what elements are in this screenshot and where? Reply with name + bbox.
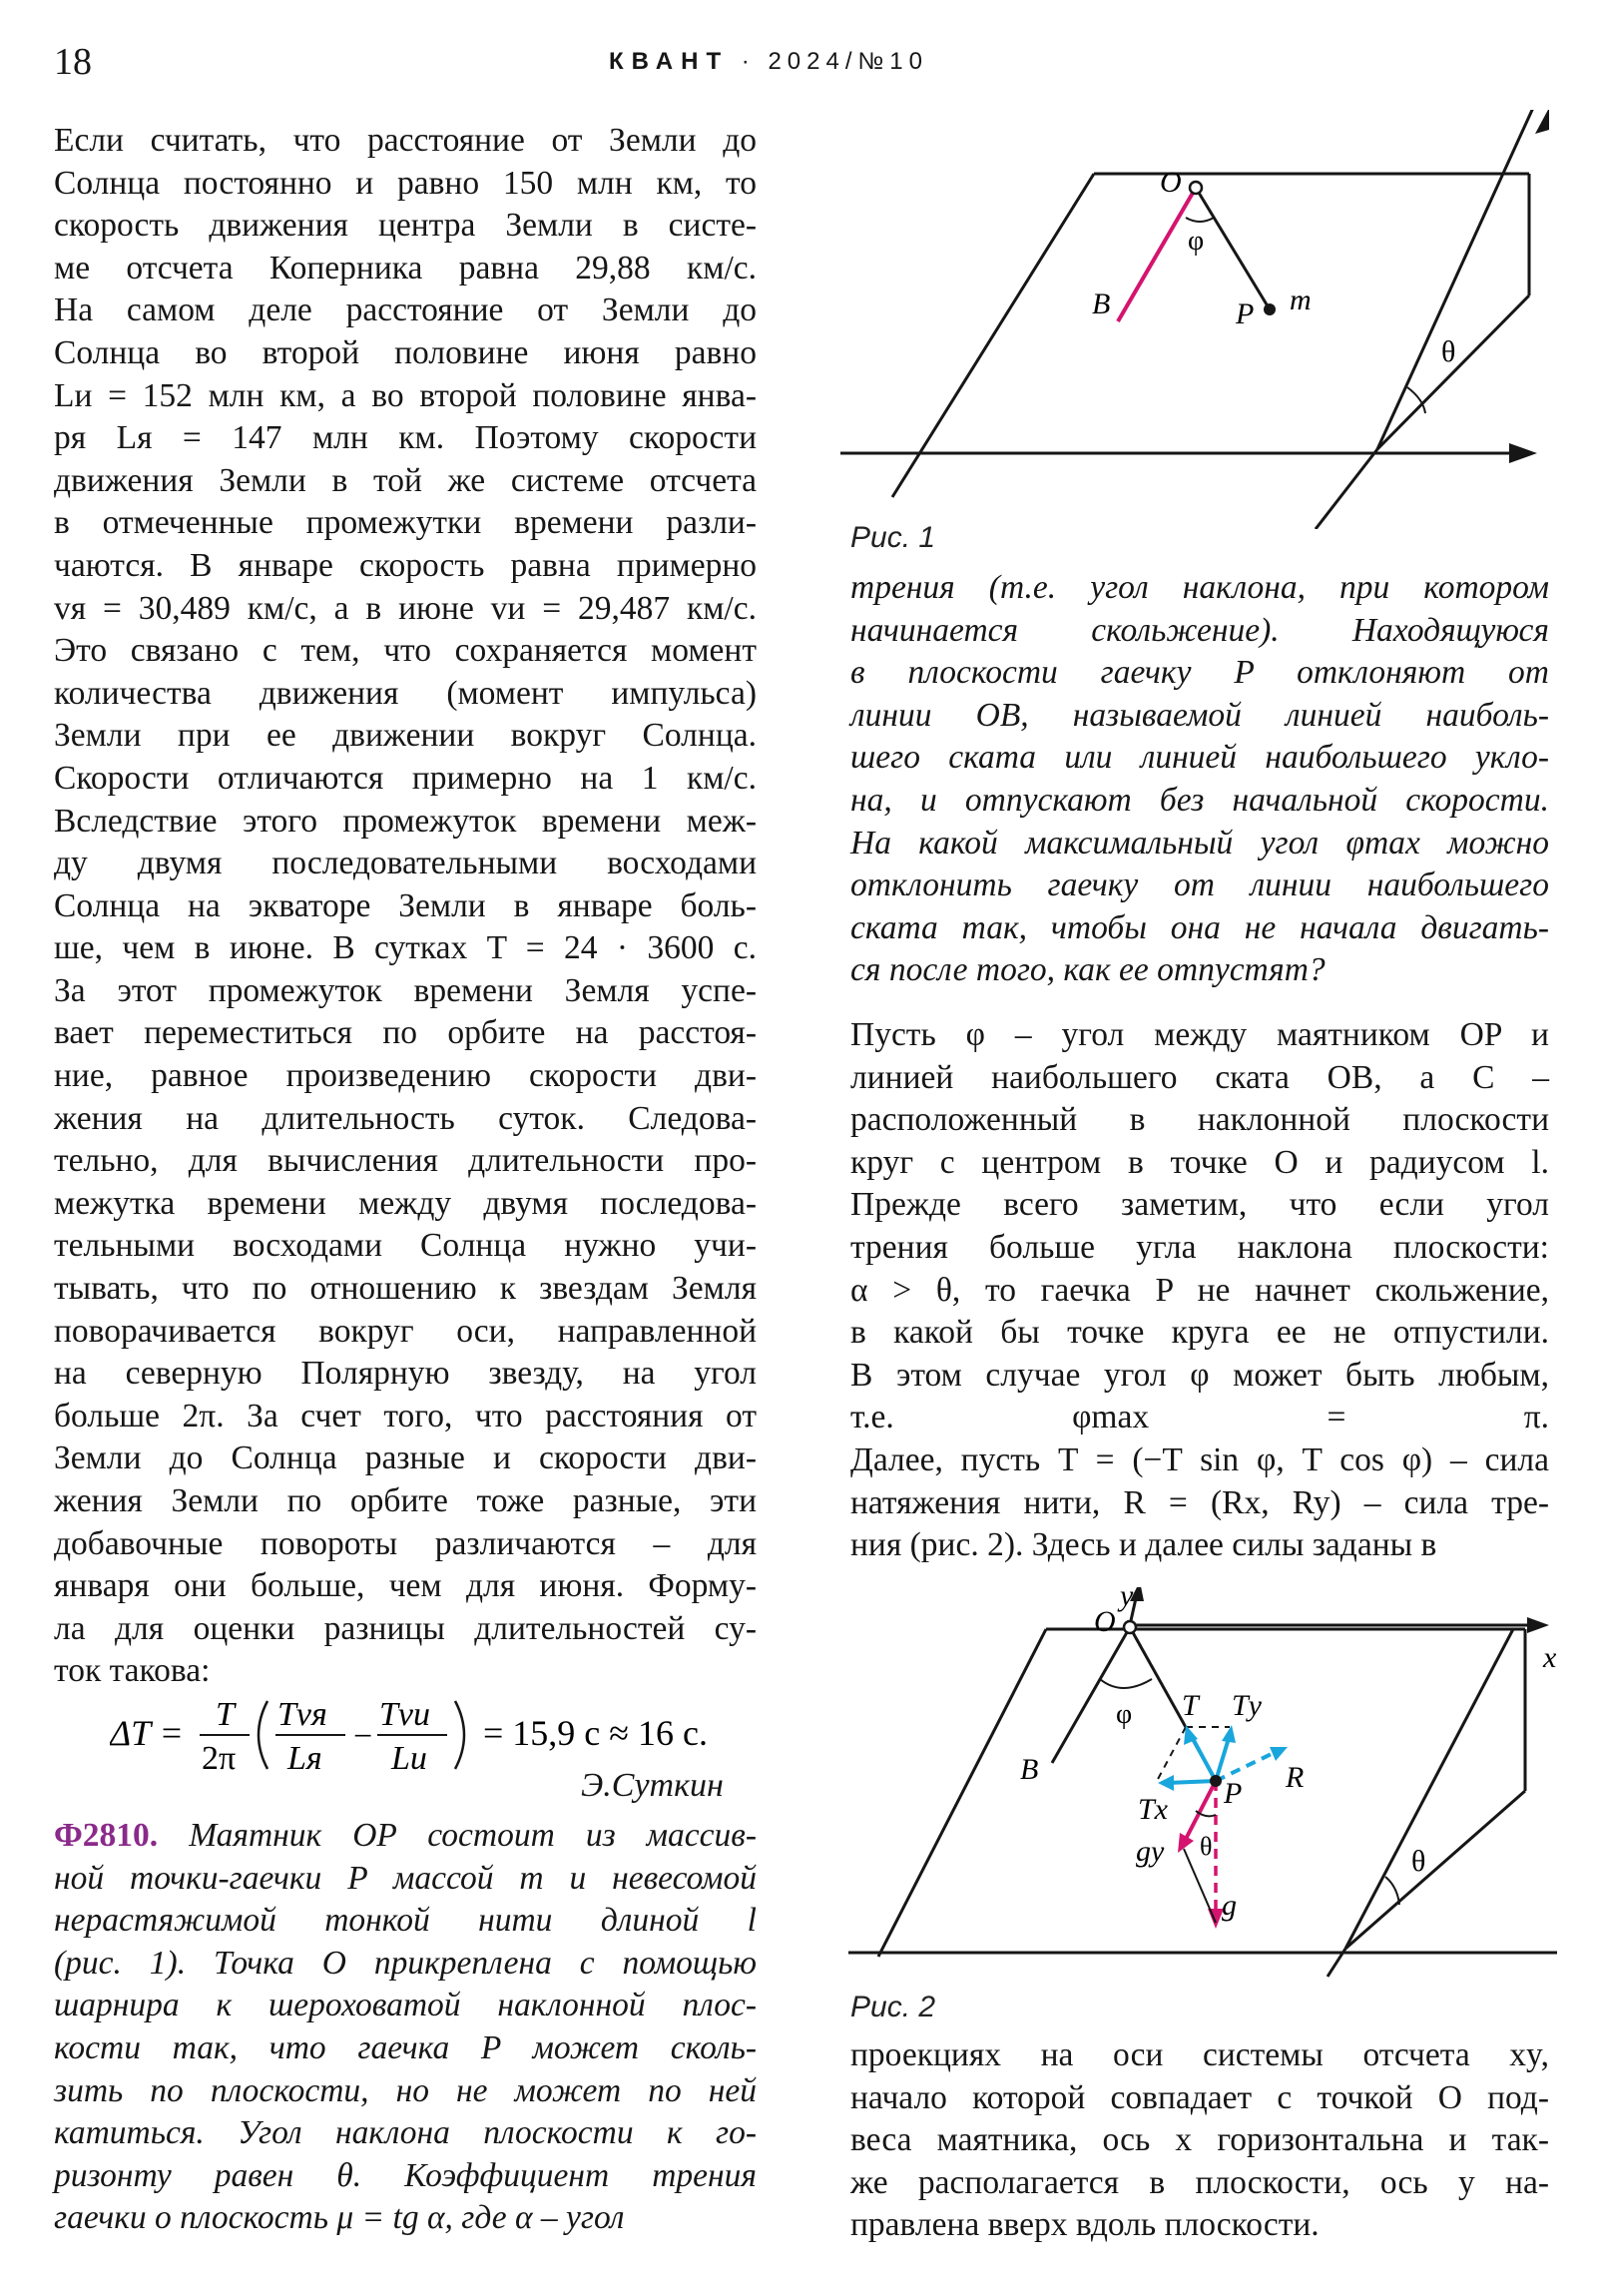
fig1-plane-slope-line (1377, 110, 1543, 449)
text-line: ние, равное произведению скорости дви- (54, 1057, 757, 1095)
fig1-label-p: P (1236, 297, 1255, 330)
solution-text (850, 1014, 1549, 1567)
text-line: круг с центром в точке O и радиусом l. (850, 1143, 1549, 1181)
text-line: Земли при ее движении вокруг Солнца. (54, 717, 757, 755)
text-line: в отмеченные промежутки времени разли- (54, 504, 757, 542)
text-line: ной точки-гаечки P массой m и невесомой (54, 1859, 757, 1897)
fig2-plane-left-edge (878, 1629, 1046, 1957)
formula-frac-den: 2π (202, 1740, 237, 1777)
fig2-label-tx: Tx (1138, 1793, 1168, 1826)
fig2-label-o: O (1094, 1605, 1116, 1638)
text-line: катиться. Угол наклона плоскости к го- (54, 2114, 757, 2152)
figure-1 (838, 110, 1577, 529)
fig1-phi-arc (1186, 218, 1214, 222)
text-line: нерастяжимой тонкой нити длиной l (54, 1902, 757, 1940)
fig2-label-p: P (1224, 1777, 1243, 1810)
fig2-plane-slope-line (1345, 1629, 1513, 1949)
text-line: начинается скольжение). Находящуюся (850, 611, 1549, 649)
fig1-plane-left-edge (892, 174, 1094, 497)
figure-2-caption: Рис. 2 (850, 1991, 936, 2023)
fig1-hinge-o (1190, 182, 1202, 194)
text-line: жения на длительность суток. Следова- (54, 1099, 757, 1137)
text-line: ла для оценки разницы длительностей су- (54, 1609, 757, 1647)
text-line: движения Земли в той же системе отсчета (54, 461, 757, 499)
text-line: тельными восходами Солнца нужно учи- (54, 1227, 757, 1265)
text-line: гаечки о плоскость μ = tg α, где α – угол (54, 2199, 625, 2237)
fig2-label-t: T (1182, 1689, 1199, 1722)
fig2-hinge-o (1124, 1621, 1136, 1633)
problem-continuation (850, 567, 1549, 992)
text-line: начало которой совпадает с точкой O под- (850, 2078, 1549, 2116)
text-line: α > θ, то гаечка P не начнет скольжение, (850, 1271, 1549, 1309)
fig2-phi-arc (1100, 1679, 1152, 1688)
text-line: ся после того, как ее отпустят? (850, 951, 1326, 989)
text-line: тывать, что по отношению к звездам Земля (54, 1270, 757, 1308)
problem-f2810 (54, 1815, 757, 2240)
formula-t2-num: Tvи (379, 1696, 430, 1733)
text-line: трения (т.е. угол наклона, при котором (850, 569, 1549, 606)
text-line: веса маятника, ось x горизонтальна и так- (850, 2121, 1549, 2159)
formula-t1-num: Tvя (277, 1696, 327, 1733)
journal-header (609, 48, 928, 76)
fig2-label-theta-plane: θ (1411, 1845, 1426, 1878)
text-line: чаются. В январе скорость равна примерно (54, 546, 757, 584)
text-line: На самом деле расстояние от Земли до (54, 291, 757, 329)
text-line: Пусть φ – угол между маятником OP и (850, 1016, 1549, 1053)
fig2-point-p (1210, 1775, 1222, 1787)
text-line: января они больше, чем для июня. Форму- (54, 1567, 757, 1605)
text-line: ток такова: (54, 1652, 211, 1690)
formula-frac-num: T (216, 1696, 235, 1733)
fig2-label-r: R (1286, 1761, 1305, 1794)
text-line: ше, чем в июне. В сутках T = 24 · 3600 с. (54, 929, 757, 967)
text-line: Далее, пусть T = (−T sin φ, T cos φ) – сила (850, 1440, 1549, 1478)
text-line: Солнца на экваторе Земли в январе боль- (54, 886, 757, 924)
formula-t1-den: Lя (287, 1740, 322, 1777)
fig2-dash-tx (1156, 1727, 1186, 1783)
text-line: Прежде всего заметим, что если угол (850, 1186, 1549, 1224)
fig2-plane-right-diag (1345, 1791, 1525, 1949)
text-line: ря Lя = 147 млн км. Поэтому скорости (54, 419, 757, 457)
fig1-plane-bottom-right (1316, 449, 1377, 529)
formula-rhs: = 15,9 с ≈ 16 с. (483, 1713, 709, 1753)
fig2-vector-ty (1216, 1735, 1230, 1781)
fig1-point-p (1264, 303, 1276, 315)
text-line: линии OB, называемой линией наиболь- (850, 696, 1549, 734)
figure-2 (838, 1587, 1577, 1987)
fig2-label-theta-vec: θ (1200, 1832, 1213, 1861)
fig2-x-axis-arrow (1527, 1617, 1549, 1633)
fig1-label-phi: φ (1188, 226, 1205, 257)
text-line: Солнца во второй половине июня равно (54, 333, 757, 371)
text-line: натяжения нити, R = (Rx, Ry) – сила тре- (850, 1483, 1549, 1521)
text-line: Это связано с тем, что сохраняется момент (54, 632, 757, 670)
fig1-label-m: m (1290, 284, 1312, 316)
text-line: Если считать, что расстояние от Земли до (54, 122, 757, 159)
text-line: в плоскости гаечку P отклоняют от (850, 654, 1549, 692)
text-line: ската так, чтобы она не начала двигать- (850, 908, 1549, 946)
fig2-label-y: y (1120, 1587, 1134, 1612)
text-line: трения больше угла наклона плоскости: (850, 1228, 1549, 1266)
left-column (54, 120, 757, 1693)
text-line: межутка времени между двумя последова- (54, 1184, 757, 1222)
text-line: За этот промежуток времени Земля успе- (54, 971, 757, 1009)
fig1-plane-right-diag (1377, 295, 1529, 449)
text-line: Вследствие этого промежуток времени меж- (54, 802, 757, 840)
text-line: Земли до Солнца разные и скорости дви- (54, 1439, 757, 1477)
text-line: ду двумя последовательными восходами (54, 845, 757, 882)
text-line: отклонить гаечку от линии наибольшего (850, 866, 1549, 904)
formula-minus: − (353, 1718, 373, 1755)
fig2-line-ob (1052, 1627, 1133, 1763)
text-line: тельно, для вычисления длительности про- (54, 1142, 757, 1180)
fig1-arrow-top (1535, 110, 1549, 134)
text-line: же располагается в плоскости, ось y на- (850, 2163, 1549, 2201)
journal-issue: · 2024/№10 (741, 48, 928, 75)
figure-1-caption: Рис. 1 (850, 521, 936, 554)
text-line: В этом случае угол φ может быть любым, (850, 1356, 1549, 1394)
text-line: количества движения (момент импульса) (54, 674, 757, 712)
page-number: 18 (54, 41, 92, 83)
text-line: на, и отпускают без начальной скорости. (850, 781, 1549, 819)
fig1-line-ob (1118, 188, 1196, 321)
fig1-label-o: O (1160, 166, 1182, 199)
text-line: добавочные повороты различаются – для (54, 1524, 757, 1562)
text-line: жения Земли по орбите тоже разные, эти (54, 1482, 757, 1519)
solution-continuation (850, 2034, 1549, 2247)
text-line: линией наибольшего ската OB, а C – (850, 1058, 1549, 1096)
journal-title: КВАНТ (609, 48, 730, 75)
text-line: вает переместиться по орбите на расстоя- (54, 1014, 757, 1052)
problem-number: Ф2810. (54, 1817, 159, 1854)
fig2-vector-tx (1168, 1781, 1216, 1783)
fig2-label-gy: gу (1136, 1835, 1165, 1868)
text-line: на северную Полярную звезду, на угол (54, 1355, 757, 1393)
text-line: Солнца постоянно и равно 150 млн км, то (54, 164, 757, 202)
formula-lhs: ΔT = (110, 1713, 184, 1753)
text-line: в какой бы точке круга ее не отпустили. (850, 1314, 1549, 1352)
fig2-label-x: x (1543, 1641, 1557, 1674)
fig2-vector-tx-head (1158, 1775, 1174, 1791)
text-line: зить по плоскости, но не может по ней (54, 2071, 757, 2109)
text-line: vя = 30,489 км/с, а в июне vи = 29,487 км/с. (54, 589, 757, 627)
text-line: больше 2π. За счет того, что расстояния от (54, 1397, 757, 1435)
text-line: скорость движения центра Земли в систе- (54, 207, 757, 245)
fig2-label-g: g (1222, 1889, 1237, 1922)
text-line: т.е. φmax = π. (850, 1399, 1549, 1436)
text-line: шего ската или линией наибольшего укло- (850, 739, 1549, 777)
text-line: шарнира к шероховатой наклонной плос- (54, 1987, 757, 2024)
fig2-label-phi: φ (1116, 1699, 1133, 1730)
text-line: Скорости отличаются примерно на 1 км/с. (54, 759, 757, 797)
fig2-theta-arc-plane (1385, 1877, 1399, 1905)
text-line: проекциях на оси системы отсчета xy, (850, 2036, 1549, 2073)
signature: Э.Суткин (581, 1767, 724, 1804)
formula-t2-den: Lи (391, 1740, 427, 1777)
fig1-pendulum-op (1196, 188, 1270, 309)
fig1-label-b: B (1092, 287, 1111, 320)
text-line: (рис. 1). Точка O прикреплена с помощью (54, 1944, 757, 1982)
text-line: На какой максимальный угол φmax можно (850, 824, 1549, 861)
text-line (54, 1815, 757, 1858)
text-line: ния (рис. 2). Здесь и далее силы заданы в (850, 1526, 1437, 1564)
fig1-axis-arrow (1509, 443, 1537, 463)
fig2-vector-r-head (1270, 1747, 1288, 1761)
text-line: расположенный в наклонной плоскости (850, 1101, 1549, 1139)
text-line: поворачивается вокруг оси, направленной (54, 1312, 757, 1350)
text-line: Lи = 152 млн км, а во второй половине янва- (54, 376, 757, 414)
text-line: ме отсчета Коперника равна 29,88 км/с. (54, 249, 757, 287)
fig1-label-theta: θ (1441, 335, 1456, 368)
fig2-label-ty: Tу (1232, 1689, 1262, 1722)
fig2-label-b: B (1020, 1753, 1039, 1786)
problem-line-text: Маятник OP состоит из массив- (189, 1817, 757, 1854)
text-line: кости так, что гаечка P может сколь- (54, 2028, 757, 2066)
text-line: ризонту равен θ. Коэффициент трения (54, 2156, 757, 2194)
text-line: правлена вверх вдоль плоскости. (850, 2206, 1320, 2244)
